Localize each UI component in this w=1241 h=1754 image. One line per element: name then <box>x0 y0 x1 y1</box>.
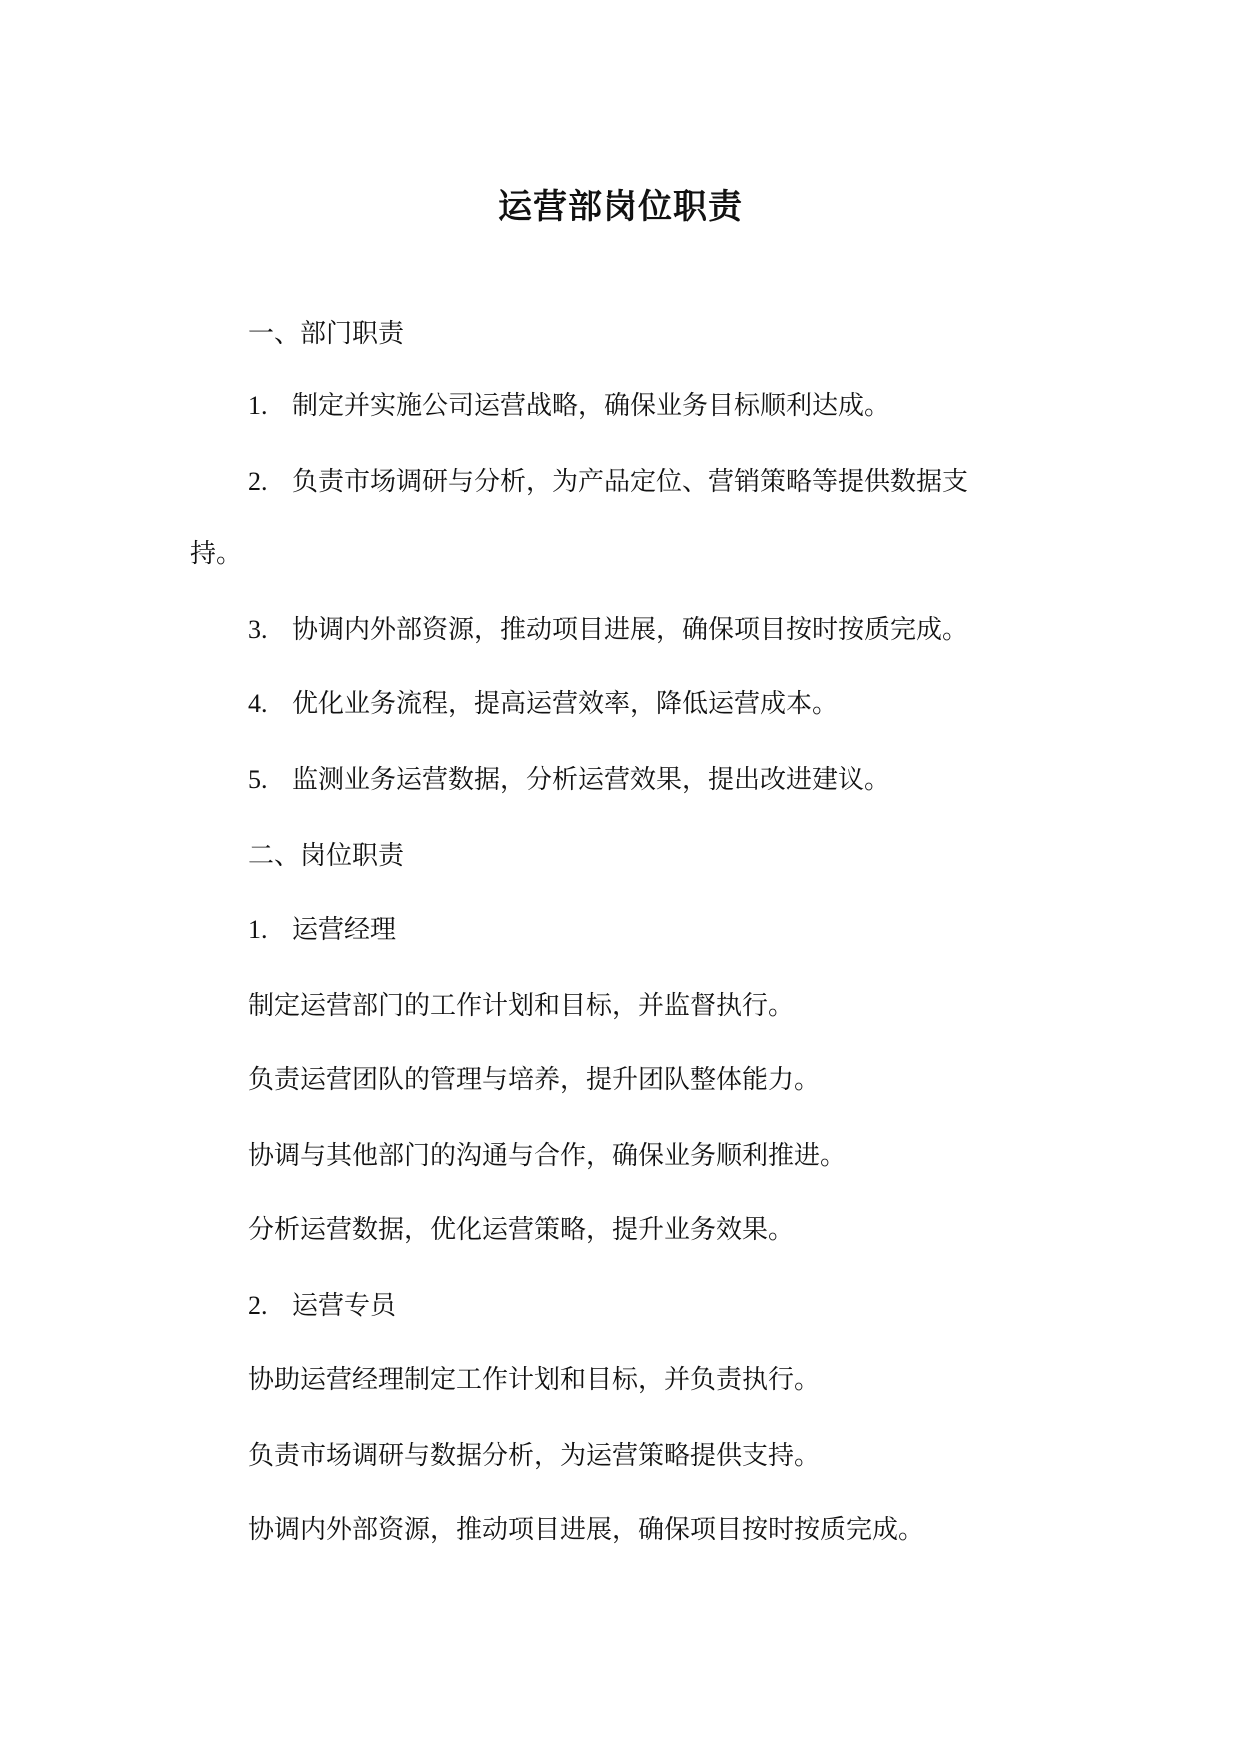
role-number: 1. <box>248 915 268 944</box>
duty-line: 负责市场调研与数据分析，为运营策略提供支持。 <box>248 1441 821 1471</box>
duty-line: 协助运营经理制定工作计划和目标，并负责执行。 <box>248 1365 821 1395</box>
list-item <box>248 464 968 500</box>
duty-line: 分析运营数据，优化运营策略，提升业务效果。 <box>248 1215 795 1245</box>
document-title: 运营部岗位职责 <box>498 187 743 227</box>
list-item <box>248 686 838 722</box>
item-number: 1. <box>248 391 268 420</box>
duty-line: 协调内外部资源，推动项目进展，确保项目按时按质完成。 <box>248 1515 925 1545</box>
role-heading <box>248 1288 396 1324</box>
section-heading: 二、岗位职责 <box>248 841 405 871</box>
role-heading <box>248 912 396 948</box>
item-continuation: 持。 <box>190 539 243 569</box>
item-text: 协调内外部资源，推动项目进展，确保项目按时按质完成。 <box>292 615 969 645</box>
item-text: 制定并实施公司运营战略，确保业务目标顺利达成。 <box>292 391 891 421</box>
role-name: 运营专员 <box>292 1291 397 1321</box>
item-text: 监测业务运营数据，分析运营效果，提出改进建议。 <box>292 765 891 795</box>
role-name: 运营经理 <box>292 915 397 945</box>
item-number: 3. <box>248 615 268 644</box>
item-number: 4. <box>248 689 268 718</box>
item-text: 负责市场调研与分析，为产品定位、营销策略等提供数据支 <box>292 467 969 497</box>
duty-line: 协调与其他部门的沟通与合作，确保业务顺利推进。 <box>248 1141 847 1171</box>
item-number: 2. <box>248 467 268 496</box>
item-text: 优化业务流程，提高运营效率，降低运营成本。 <box>292 689 839 719</box>
list-item <box>248 612 968 648</box>
section-heading: 一、部门职责 <box>248 319 405 349</box>
role-number: 2. <box>248 1291 268 1320</box>
duty-line: 制定运营部门的工作计划和目标，并监督执行。 <box>248 991 795 1021</box>
item-number: 5. <box>248 765 268 794</box>
list-item <box>248 762 890 798</box>
list-item <box>248 388 890 424</box>
duty-line: 负责运营团队的管理与培养，提升团队整体能力。 <box>248 1065 821 1095</box>
